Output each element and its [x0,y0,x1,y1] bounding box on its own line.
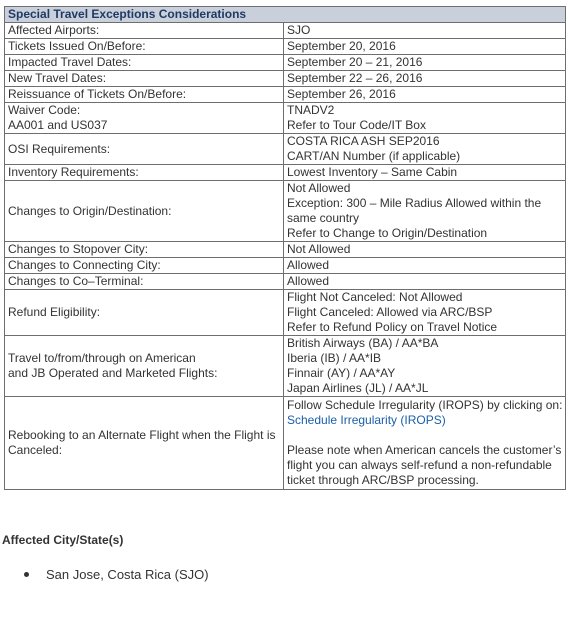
city-name: San Jose, Costa Rica (SJO) [46,567,209,582]
row-value-line: Finnair (AY) / AA*AY [287,366,396,380]
rebooking-intro: Follow Schedule Irregularity (IROPS) by clicking on: [287,398,563,412]
row-value-line: Flight Canceled: Allowed via ARC/BSP [287,305,493,319]
row-value-line: September 20, 2016 [287,39,396,53]
row-label-line: Refund Eligibility: [8,305,101,319]
row-value-line: Refer to Change to Origin/Destination [287,226,488,240]
table-header-row [5,7,566,23]
row-label [5,165,284,181]
row-label-line: AA001 and US037 [8,118,108,132]
affected-cities-heading: Affected City/State(s) [2,533,124,547]
row-label-line: Impacted Travel Dates: [8,55,132,69]
row-label-line: Changes to Connecting City: [8,258,161,272]
table-row [5,242,566,258]
row-value-line: September 26, 2016 [287,87,396,101]
row-value [284,55,566,71]
row-value [284,23,566,39]
table-row [5,258,566,274]
table-row [5,103,566,134]
row-label [5,258,284,274]
row-label-line: Waiver Code: [8,103,81,117]
row-label [5,336,284,397]
row-value-line: Allowed [287,274,330,288]
table-row [5,39,566,55]
rebooking-note: Please note when American cancels the customer’s flight you can always self-refund a non-refundable ticket through ARC/BSP processing. [287,443,562,487]
row-label [5,71,284,87]
row-value [284,103,566,134]
row-value [284,274,566,290]
table-row [5,274,566,290]
row-label-line: Inventory Requirements: [8,165,139,179]
row-value [284,87,566,103]
travel-exceptions-table [4,6,566,490]
schedule-irregularity-link[interactable]: Schedule Irregularity (IROPS) [287,413,446,427]
row-label [5,23,284,39]
row-value-line: Not Allowed [287,181,351,195]
row-value [284,181,566,242]
row-value-line: September 22 – 26, 2016 [287,71,423,85]
table-row [5,165,566,181]
row-value [284,336,566,397]
row-value-line: September 20 – 21, 2016 [287,55,423,69]
rebooking-label: Rebooking to an Alternate Flight when the Flight is Canceled: [5,397,284,490]
row-label [5,103,284,134]
table-row [5,87,566,103]
row-value-line: Lowest Inventory – Same Cabin [287,165,458,179]
row-value-line: SJO [287,23,311,37]
row-value-line: Flight Not Canceled: Not Allowed [287,290,463,304]
row-value [284,134,566,165]
row-label [5,39,284,55]
rebooking-row [5,397,566,490]
list-item [24,566,209,583]
row-value-line: Refer to Refund Policy on Travel Notice [287,320,498,334]
table-row [5,181,566,242]
row-label [5,134,284,165]
row-label-line: Affected Airports: [8,23,100,37]
row-label-line: and JB Operated and Marketed Flights: [8,366,218,380]
row-label [5,290,284,336]
row-label-line: Changes to Co–Terminal: [8,274,144,288]
rebooking-value [284,397,566,490]
row-value-line: TNADV2 [287,103,335,117]
row-value [284,242,566,258]
row-label-line: Changes to Origin/Destination: [8,203,172,218]
affected-cities-list [24,566,209,583]
row-value [284,39,566,55]
row-value-line: Exception: 300 – Mile Radius Allowed within the same country [287,196,542,225]
row-label [5,87,284,103]
row-value-line: Allowed [287,258,330,272]
row-value-line: British Airways (BA) / AA*BA [287,336,439,350]
table-row [5,23,566,39]
row-value-line: Japan Airlines (JL) / AA*JL [287,381,429,395]
row-label [5,242,284,258]
row-label [5,55,284,71]
row-value [284,165,566,181]
row-label-line: Changes to Stopover City: [8,242,149,256]
row-label-line: New Travel Dates: [8,71,107,85]
row-label [5,181,284,242]
table-row [5,55,566,71]
row-label-line: Travel to/from/through on American [8,351,196,365]
row-value [284,290,566,336]
row-value-line: Refer to Tour Code/IT Box [287,118,426,132]
row-label-line: Reissuance of Tickets On/Before: [8,87,187,101]
row-value [284,71,566,87]
table-row [5,336,566,397]
table-body [5,23,566,490]
table-row [5,134,566,165]
row-label-line: Tickets Issued On/Before: [8,39,146,53]
row-label-line: OSI Requirements: [8,141,111,156]
spacer [287,428,565,443]
row-value-line: Not Allowed [287,242,351,256]
bullet-icon [24,572,29,577]
row-value [284,258,566,274]
table-row [5,71,566,87]
row-value-line: Iberia (IB) / AA*IB [287,351,382,365]
table-title: Special Travel Exceptions Considerations [5,7,566,23]
row-value-line: CART/AN Number (if applicable) [287,149,461,163]
row-value-line: COSTA RICA ASH SEP2016 [287,134,440,148]
row-label [5,274,284,290]
table-row [5,290,566,336]
